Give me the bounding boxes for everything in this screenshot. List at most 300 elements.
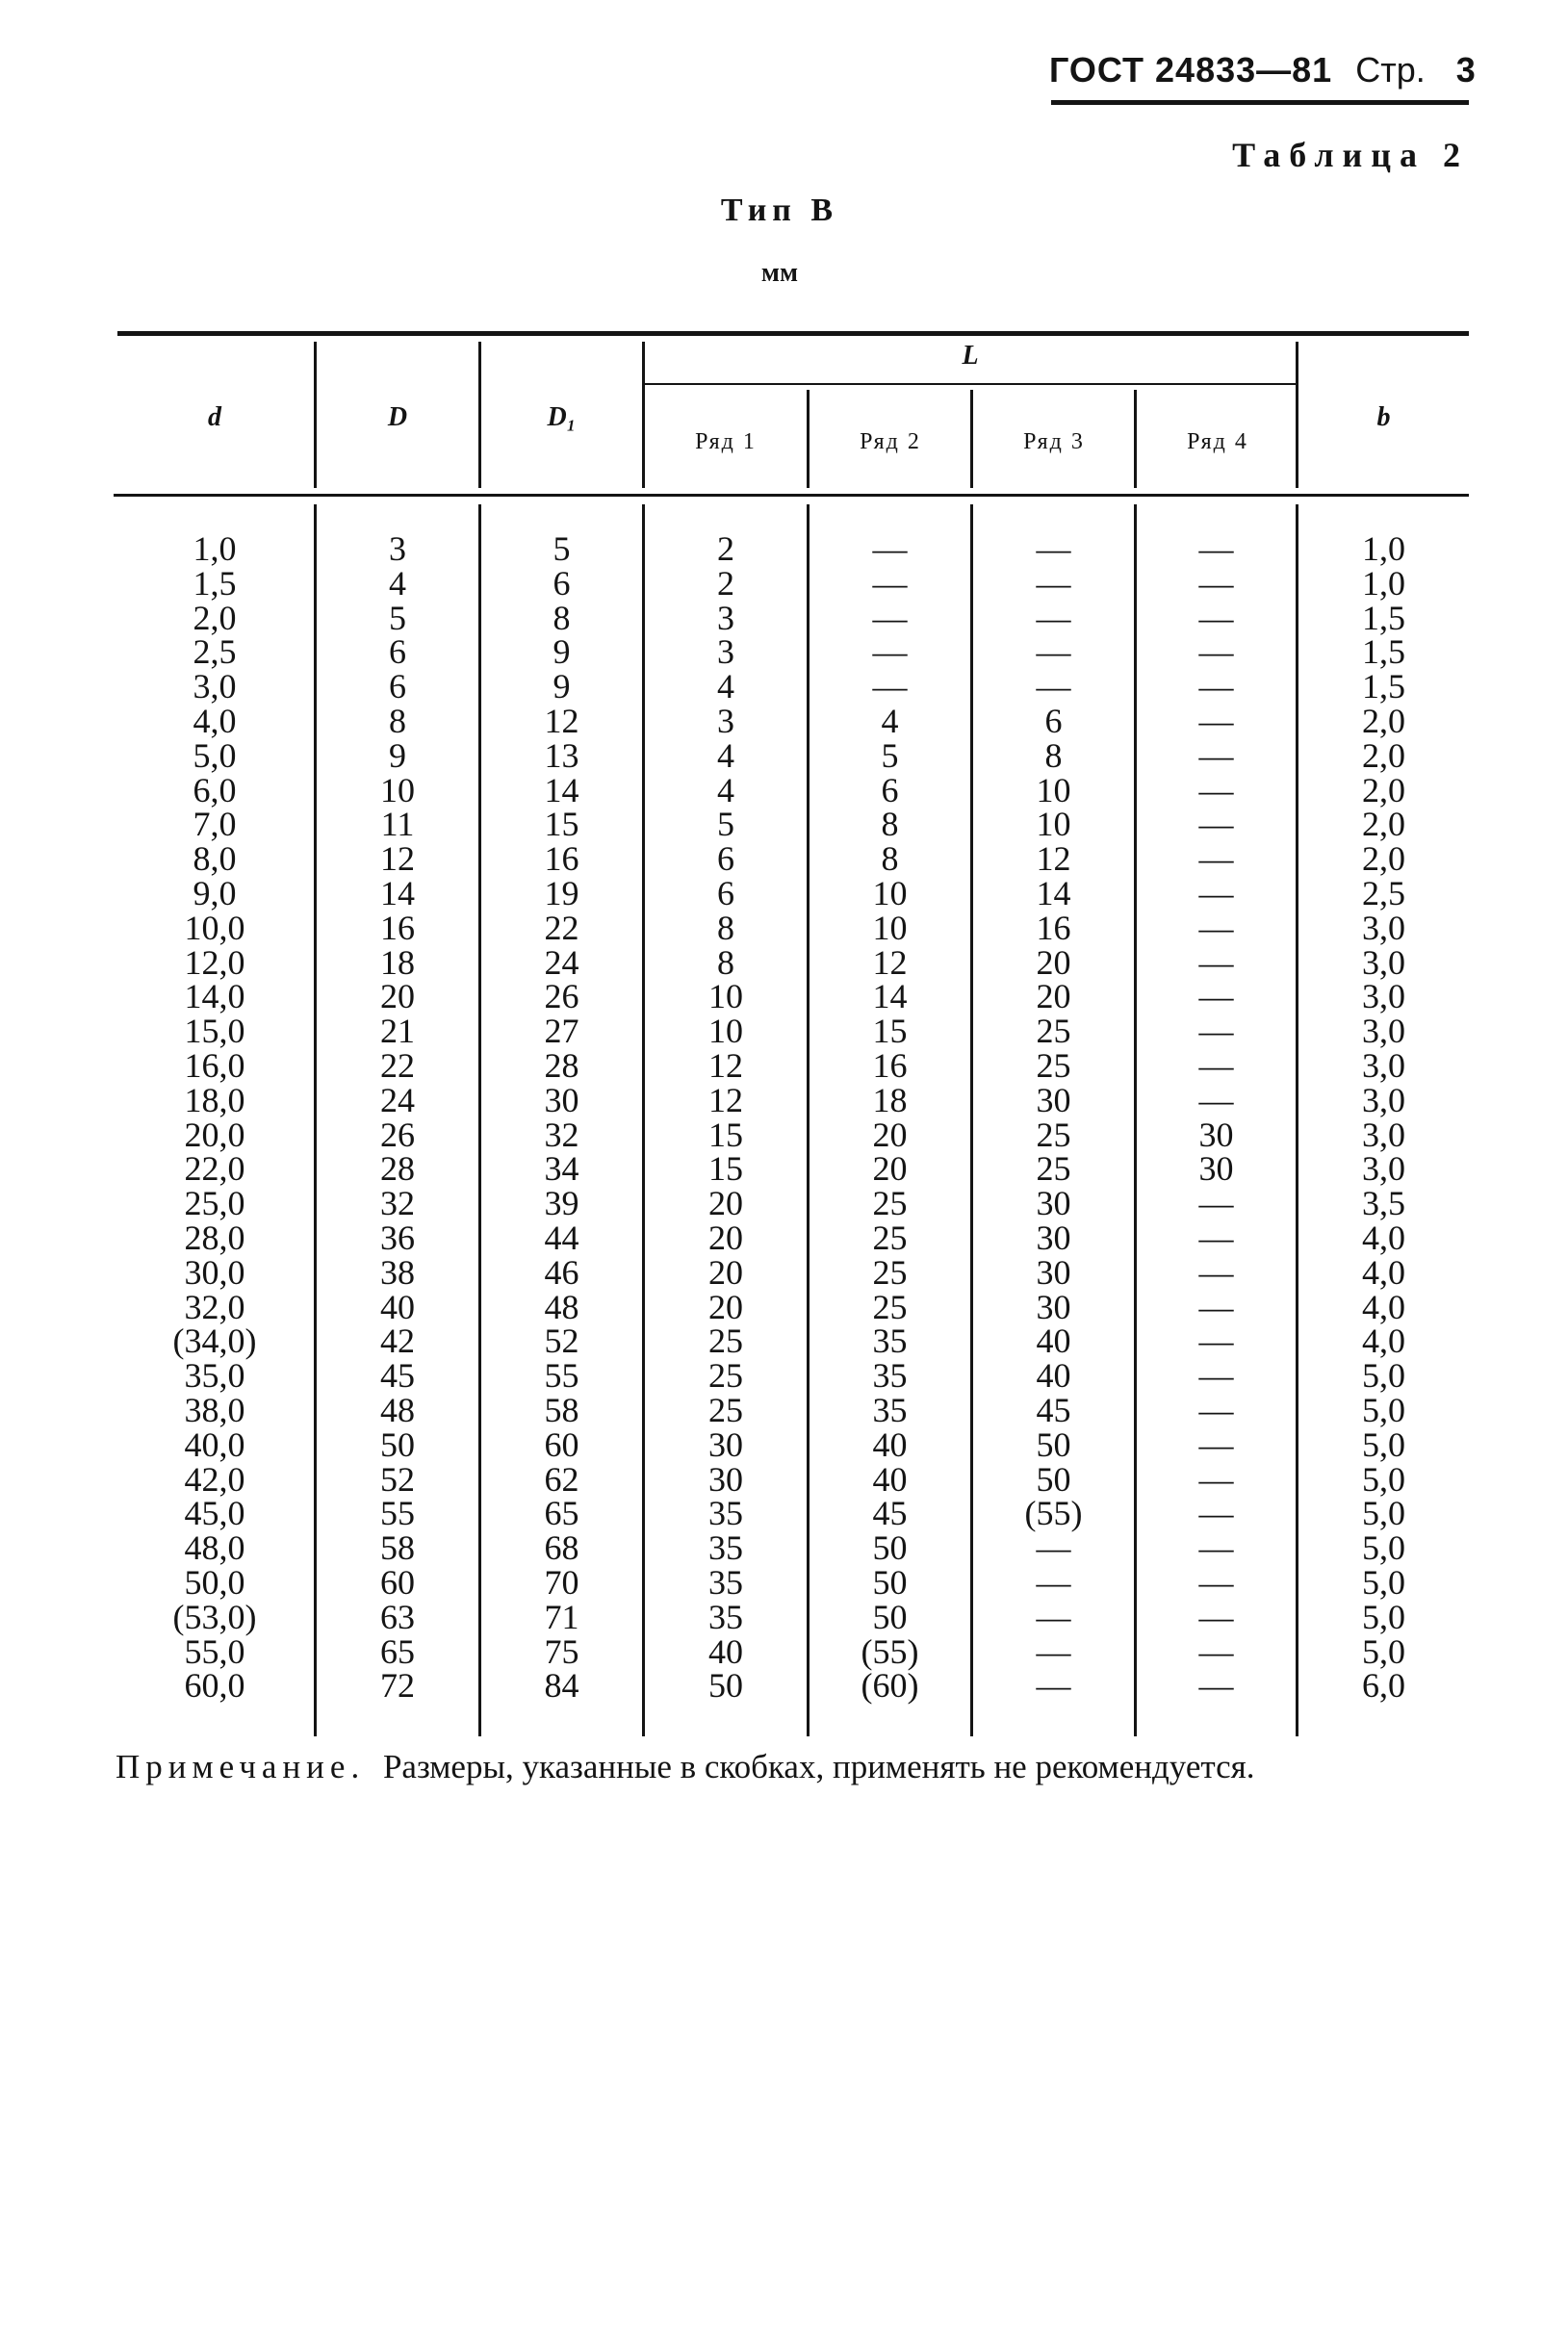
table-cell: —: [1198, 701, 1234, 740]
table-cell: 25: [1036, 1012, 1071, 1051]
table-cell: 5: [553, 529, 571, 568]
table-cell: 46: [544, 1252, 579, 1292]
table-cell: 52: [380, 1459, 415, 1499]
table-cell: —: [1198, 908, 1234, 947]
table-cell: 40: [380, 1287, 415, 1326]
table-top-rule: [117, 331, 1469, 336]
table-cell: —: [1036, 1666, 1071, 1706]
table-cell: 27: [544, 1012, 579, 1051]
table-cell: —: [1198, 1012, 1234, 1051]
page-header: [1049, 50, 1476, 104]
table-cell: 5,0: [1362, 1356, 1405, 1396]
table-cell: 44: [544, 1218, 579, 1257]
table-cell: 40: [1036, 1356, 1071, 1396]
column-header-row-1: Ряд 1: [695, 429, 757, 454]
table-cell: 55: [544, 1356, 579, 1396]
table-header-rule: [114, 494, 1469, 497]
table-cell: 5,0: [1362, 1562, 1405, 1602]
column-L-row-1: [645, 529, 807, 1706]
table-cell: 3,0: [1362, 908, 1405, 947]
table-cell: 50: [872, 1597, 908, 1636]
table-cell: 6: [553, 563, 571, 603]
table-cell: 9: [553, 667, 571, 706]
table-cell: —: [1198, 598, 1234, 637]
table-cell: 12: [708, 1045, 743, 1085]
table-cell: 35: [708, 1562, 743, 1602]
table-cell: 12: [544, 701, 579, 740]
table-cell: 3,5: [1362, 1184, 1405, 1223]
table-cell: 6: [881, 770, 899, 809]
table-cell: 50,0: [184, 1562, 245, 1602]
table-cell: —: [1198, 1425, 1234, 1464]
table-cell: 5,0: [1362, 1597, 1405, 1636]
column-header-d: d: [208, 402, 221, 432]
table-cell: 18,0: [184, 1080, 245, 1119]
table-cell: 10: [1036, 770, 1071, 809]
table-cell: 20: [708, 1218, 743, 1257]
table-cell: —: [1198, 1631, 1234, 1671]
table-cell: 4,0: [1362, 1252, 1405, 1292]
table-cell: 4,0: [1362, 1287, 1405, 1326]
table-cell: 45: [872, 1494, 908, 1533]
table-cell: —: [1198, 942, 1234, 982]
table-cell: 6: [389, 667, 406, 706]
table-cell: 45,0: [184, 1494, 245, 1533]
table-cell: 7,0: [193, 805, 237, 844]
table-cell: —: [1198, 1045, 1234, 1085]
table-cell: 15,0: [184, 1012, 245, 1051]
table-cell: 62: [544, 1459, 579, 1499]
table-cell: 34: [544, 1149, 579, 1189]
table-cell: 2,0: [1362, 770, 1405, 809]
table-cell: 4,0: [1362, 1218, 1405, 1257]
table-cell: 8: [553, 598, 571, 637]
table-cell: 5: [389, 598, 406, 637]
table-cell: 21: [380, 1012, 415, 1051]
table-cell: (55): [1024, 1494, 1083, 1533]
table-cell: —: [1036, 667, 1071, 706]
table-cell: 4: [717, 770, 734, 809]
table-cell: 72: [380, 1666, 415, 1706]
table-cell: 8,0: [193, 839, 237, 879]
table-cell: 5,0: [1362, 1494, 1405, 1533]
table-cell: 1,5: [1362, 598, 1405, 637]
table-cell: 63: [380, 1597, 415, 1636]
table-cell: —: [1036, 1562, 1071, 1602]
table-cell: 2,0: [1362, 805, 1405, 844]
table-cell: 6: [717, 873, 734, 912]
table-cell: —: [1198, 1666, 1234, 1706]
table-cell: —: [1198, 529, 1234, 568]
table-cell: 32: [544, 1115, 579, 1154]
table-cell: 40: [1036, 1322, 1071, 1361]
table-cell: 4,0: [193, 701, 237, 740]
table-cell: (55): [861, 1631, 919, 1671]
table-cell: —: [1198, 1597, 1234, 1636]
table-cell: 5,0: [1362, 1459, 1405, 1499]
table-cell: 32: [380, 1184, 415, 1223]
table-cell: 12: [380, 839, 415, 879]
table-cell: 52: [544, 1322, 579, 1361]
table-cell: 15: [708, 1115, 743, 1154]
note-text: Размеры, указанные в скобках, применять не рекомендуется.: [382, 1748, 1255, 1785]
table-cell: 20,0: [184, 1115, 245, 1154]
table-cell: 48: [544, 1287, 579, 1326]
table-cell: 58: [380, 1528, 415, 1568]
table-cell: 2: [717, 529, 734, 568]
table-cell: 36: [380, 1218, 415, 1257]
table-cell: 26: [380, 1115, 415, 1154]
table-cell: 4: [389, 563, 406, 603]
table-cell: —: [1198, 1356, 1234, 1396]
table-cell: 3,0: [193, 667, 237, 706]
table-cell: 30: [1036, 1287, 1071, 1326]
table-cell: —: [1036, 598, 1071, 637]
table-cell: —: [872, 598, 908, 637]
table-cell: 60,0: [184, 1666, 245, 1706]
table-cell: 20: [708, 1184, 743, 1223]
column-header-D: D: [387, 402, 408, 432]
table-cell: —: [1198, 1390, 1234, 1429]
table-cell: 19: [544, 873, 579, 912]
table-cell: 8: [881, 839, 899, 879]
table-cell: 35: [708, 1528, 743, 1568]
table-cell: 30: [1198, 1149, 1234, 1189]
table-cell: —: [1036, 529, 1071, 568]
table-cell: 2,0: [1362, 735, 1405, 775]
table-cell: 50: [708, 1666, 743, 1706]
table-cell: 3,0: [1362, 977, 1405, 1016]
table-cell: 25: [872, 1252, 908, 1292]
table-cell: 30: [1036, 1184, 1071, 1223]
table-number: Таблица 2: [1232, 136, 1469, 174]
table-cell: 10,0: [184, 908, 245, 947]
table-cell: (34,0): [172, 1322, 257, 1361]
table-cell: 30: [1036, 1080, 1071, 1119]
table-cell: 24: [380, 1080, 415, 1119]
table-cell: 50: [1036, 1425, 1071, 1464]
table-cell: 16: [544, 839, 579, 879]
table-cell: 25: [1036, 1149, 1071, 1189]
table-cell: —: [1198, 873, 1234, 912]
table-cell: 28: [544, 1045, 579, 1085]
table-cell: 22: [380, 1045, 415, 1085]
table-cell: 3,0: [1362, 1149, 1405, 1189]
table-cell: 42,0: [184, 1459, 245, 1499]
table-cell: —: [1198, 667, 1234, 706]
table-cell: 18: [380, 942, 415, 982]
table-cell: 14,0: [184, 977, 245, 1016]
table-cell: 25: [1036, 1045, 1071, 1085]
table-cell: 6: [389, 632, 406, 672]
table-cell: 25: [708, 1322, 743, 1361]
table-cell: —: [1198, 1562, 1234, 1602]
table-cell: 12: [872, 942, 908, 982]
table-cell: —: [872, 529, 908, 568]
table-cell: (60): [861, 1666, 919, 1706]
column-header-row-3: Ряд 3: [1023, 429, 1085, 454]
table-cell: —: [1198, 977, 1234, 1016]
table-cell: 25,0: [184, 1184, 245, 1223]
table-cell: 12,0: [184, 942, 245, 982]
table-cell: 30: [544, 1080, 579, 1119]
table-cell: 25: [708, 1356, 743, 1396]
table-cell: 8: [1044, 735, 1063, 775]
table-cell: 16: [380, 908, 415, 947]
table-cell: —: [1198, 563, 1234, 603]
table-cell: 48,0: [184, 1528, 245, 1568]
table-cell: 10: [380, 770, 415, 809]
table-cell: 10: [872, 908, 908, 947]
table-cell: —: [1198, 839, 1234, 879]
table-cell: 2,5: [193, 632, 237, 672]
table-cell: 5,0: [1362, 1631, 1405, 1671]
column-L-row-3: [973, 529, 1134, 1706]
table-cell: 25: [1036, 1115, 1071, 1154]
table-cell: —: [1198, 1184, 1234, 1223]
table-cell: 5,0: [1362, 1425, 1405, 1464]
table-cell: 42: [380, 1322, 415, 1361]
type-label: Тип B: [720, 193, 839, 228]
column-header-L: L: [962, 341, 979, 371]
table-cell: 5,0: [1362, 1528, 1405, 1568]
table-cell: 25: [872, 1287, 908, 1326]
table-cell: —: [1198, 770, 1234, 809]
table-cell: 25: [872, 1218, 908, 1257]
table-cell: 38,0: [184, 1390, 245, 1429]
table-cell: —: [1198, 1252, 1234, 1292]
column-header-row-2: Ряд 2: [860, 429, 921, 454]
table-cell: 60: [380, 1562, 415, 1602]
table-cell: 45: [1036, 1390, 1071, 1429]
column-d: [116, 529, 314, 1706]
table-cell: 55: [380, 1494, 415, 1533]
table-cell: 28: [380, 1149, 415, 1189]
table-cell: 9: [389, 735, 406, 775]
table-cell: 1,5: [193, 563, 237, 603]
table-cell: 84: [544, 1666, 579, 1706]
table-cell: 3: [717, 701, 734, 740]
table-cell: 18: [872, 1080, 908, 1119]
table-cell: 20: [380, 977, 415, 1016]
table-cell: 40: [872, 1425, 908, 1464]
table-cell: 5: [717, 805, 734, 844]
table-cell: 20: [1036, 942, 1071, 982]
table-cell: 3,0: [1362, 1115, 1405, 1154]
table-cell: —: [872, 667, 908, 706]
table-cell: 65: [544, 1494, 579, 1533]
table-cell: —: [1198, 1218, 1234, 1257]
table-cell: 24: [544, 942, 579, 982]
table-cell: 48: [380, 1390, 415, 1429]
table-cell: 28,0: [184, 1218, 245, 1257]
table-note: [116, 1744, 1473, 1790]
table-cell: —: [1198, 805, 1234, 844]
table-cell: —: [1198, 1080, 1234, 1119]
table-cell: —: [1198, 1459, 1234, 1499]
table-cell: —: [1036, 1631, 1071, 1671]
table-cell: 20: [708, 1287, 743, 1326]
table-cell: 5: [881, 735, 899, 775]
table-cell: 16: [1036, 908, 1071, 947]
table-cell: 30: [1036, 1252, 1071, 1292]
table-cell: 68: [544, 1528, 579, 1568]
table-cell: 3: [717, 598, 734, 637]
table-cell: 5,0: [193, 735, 237, 775]
table-cell: 14: [1036, 873, 1071, 912]
table-cell: 20: [872, 1115, 908, 1154]
table-cell: 30: [708, 1459, 743, 1499]
table-cell: —: [1036, 563, 1071, 603]
table-cell: 5,0: [1362, 1390, 1405, 1429]
table-cell: 1,5: [1362, 667, 1405, 706]
table-cell: —: [1036, 1528, 1071, 1568]
column-header-row-4: Ряд 4: [1187, 429, 1248, 454]
table-cell: 6: [717, 839, 734, 879]
table-cell: 50: [872, 1528, 908, 1568]
header-rule: [1051, 100, 1469, 105]
table-cell: 58: [544, 1390, 579, 1429]
table-cell: 8: [881, 805, 899, 844]
table-cell: 2,5: [1362, 873, 1405, 912]
table-cell: 45: [380, 1356, 415, 1396]
column-D1: [481, 529, 642, 1706]
column-D: [317, 529, 478, 1706]
table-cell: 6: [1044, 701, 1063, 740]
table-cell: 20: [872, 1149, 908, 1189]
page-number: 3: [1455, 50, 1476, 90]
table-cell: 1,0: [193, 529, 237, 568]
table-cell: 40: [708, 1631, 743, 1671]
table-cell: 12: [708, 1080, 743, 1119]
table-cell: 13: [544, 735, 579, 775]
column-header-b: b: [1376, 402, 1391, 432]
table-cell: 4: [717, 667, 734, 706]
table-cell: 50: [1036, 1459, 1071, 1499]
table-cell: 30,0: [184, 1252, 245, 1292]
table-cell: 35: [708, 1597, 743, 1636]
table-cell: 2,0: [1362, 839, 1405, 879]
table-cell: —: [1198, 1494, 1234, 1533]
table-cell: 50: [380, 1425, 415, 1464]
table-cell: 65: [380, 1631, 415, 1671]
table-cell: 15: [872, 1012, 908, 1051]
table-cell: 39: [544, 1184, 579, 1223]
table-cell: —: [1036, 1597, 1071, 1636]
table-cell: 26: [544, 977, 579, 1016]
table-cell: 1,5: [1362, 632, 1405, 672]
table-cell: 1,0: [1362, 529, 1405, 568]
table-cell: —: [1198, 1287, 1234, 1326]
table-cell: 4: [717, 735, 734, 775]
table-cell: 3,0: [1362, 1045, 1405, 1085]
table-cell: 6,0: [1362, 1666, 1405, 1706]
table-cell: —: [1198, 632, 1234, 672]
table-cell: 60: [544, 1425, 579, 1464]
column-header-D1: D₁: [547, 402, 577, 432]
table-cell: 25: [872, 1184, 908, 1223]
table-cell: 3,0: [1362, 1012, 1405, 1051]
table-cell: 10: [708, 977, 743, 1016]
note-label: Примечание.: [116, 1748, 366, 1785]
table-cell: 8: [717, 908, 734, 947]
table-cell: 12: [1036, 839, 1071, 879]
table-cell: 30: [1198, 1115, 1234, 1154]
table-cell: 6,0: [193, 770, 237, 809]
table-cell: 4,0: [1362, 1322, 1405, 1361]
table-cell: 20: [1036, 977, 1071, 1016]
table-cell: 35,0: [184, 1356, 245, 1396]
table-cell: 3: [717, 632, 734, 672]
units-label: мм: [760, 258, 799, 288]
table-cell: 15: [544, 805, 579, 844]
table-cell: 14: [872, 977, 908, 1016]
column-L-row-2: [810, 529, 970, 1706]
table-cell: 2,0: [1362, 701, 1405, 740]
table-cell: 10: [708, 1012, 743, 1051]
table-cell: 10: [872, 873, 908, 912]
table-cell: 30: [708, 1425, 743, 1464]
table-cell: 11: [380, 805, 415, 844]
table-cell: 2,0: [193, 598, 237, 637]
table-cell: 30: [1036, 1218, 1071, 1257]
table-cell: 70: [544, 1562, 579, 1602]
table-cell: 40: [872, 1459, 908, 1499]
table-cell: 20: [708, 1252, 743, 1292]
table-cell: 3: [389, 529, 406, 568]
table-cell: 50: [872, 1562, 908, 1602]
table-cell: 3,0: [1362, 1080, 1405, 1119]
column-b: [1298, 529, 1469, 1706]
table-cell: 38: [380, 1252, 415, 1292]
table-cell: —: [1198, 735, 1234, 775]
table-cell: 71: [544, 1597, 579, 1636]
table-cell: 25: [708, 1390, 743, 1429]
table-cell: 16: [872, 1045, 908, 1085]
table-cell: —: [1198, 1528, 1234, 1568]
table-cell: 15: [708, 1149, 743, 1189]
table-cell: 75: [544, 1631, 579, 1671]
table-cell: 8: [389, 701, 406, 740]
l-group-rule: [645, 383, 1296, 385]
table-cell: 35: [872, 1356, 908, 1396]
table-cell: (53,0): [172, 1597, 257, 1636]
table-cell: 32,0: [184, 1287, 245, 1326]
table-cell: 14: [544, 770, 579, 809]
table-cell: 40,0: [184, 1425, 245, 1464]
table-cell: 22: [544, 908, 579, 947]
table-cell: 2: [717, 563, 734, 603]
table-cell: 22,0: [184, 1149, 245, 1189]
table-cell: 35: [872, 1390, 908, 1429]
table-cell: 3,0: [1362, 942, 1405, 982]
table-cell: —: [872, 563, 908, 603]
table-cell: 35: [708, 1494, 743, 1533]
table-cell: 16,0: [184, 1045, 245, 1085]
table-cell: —: [1036, 632, 1071, 672]
standard-number: ГОСТ 24833—81: [1049, 50, 1333, 90]
table-cell: —: [1198, 1322, 1234, 1361]
table-cell: 55,0: [184, 1631, 245, 1671]
table-cell: 4: [881, 701, 899, 740]
table-cell: 35: [872, 1322, 908, 1361]
table-cell: 8: [717, 942, 734, 982]
table-cell: 9: [553, 632, 571, 672]
column-L-row-4: [1137, 529, 1296, 1706]
table-cell: 1,0: [1362, 563, 1405, 603]
table-cell: 10: [1036, 805, 1071, 844]
table-cell: 14: [380, 873, 415, 912]
